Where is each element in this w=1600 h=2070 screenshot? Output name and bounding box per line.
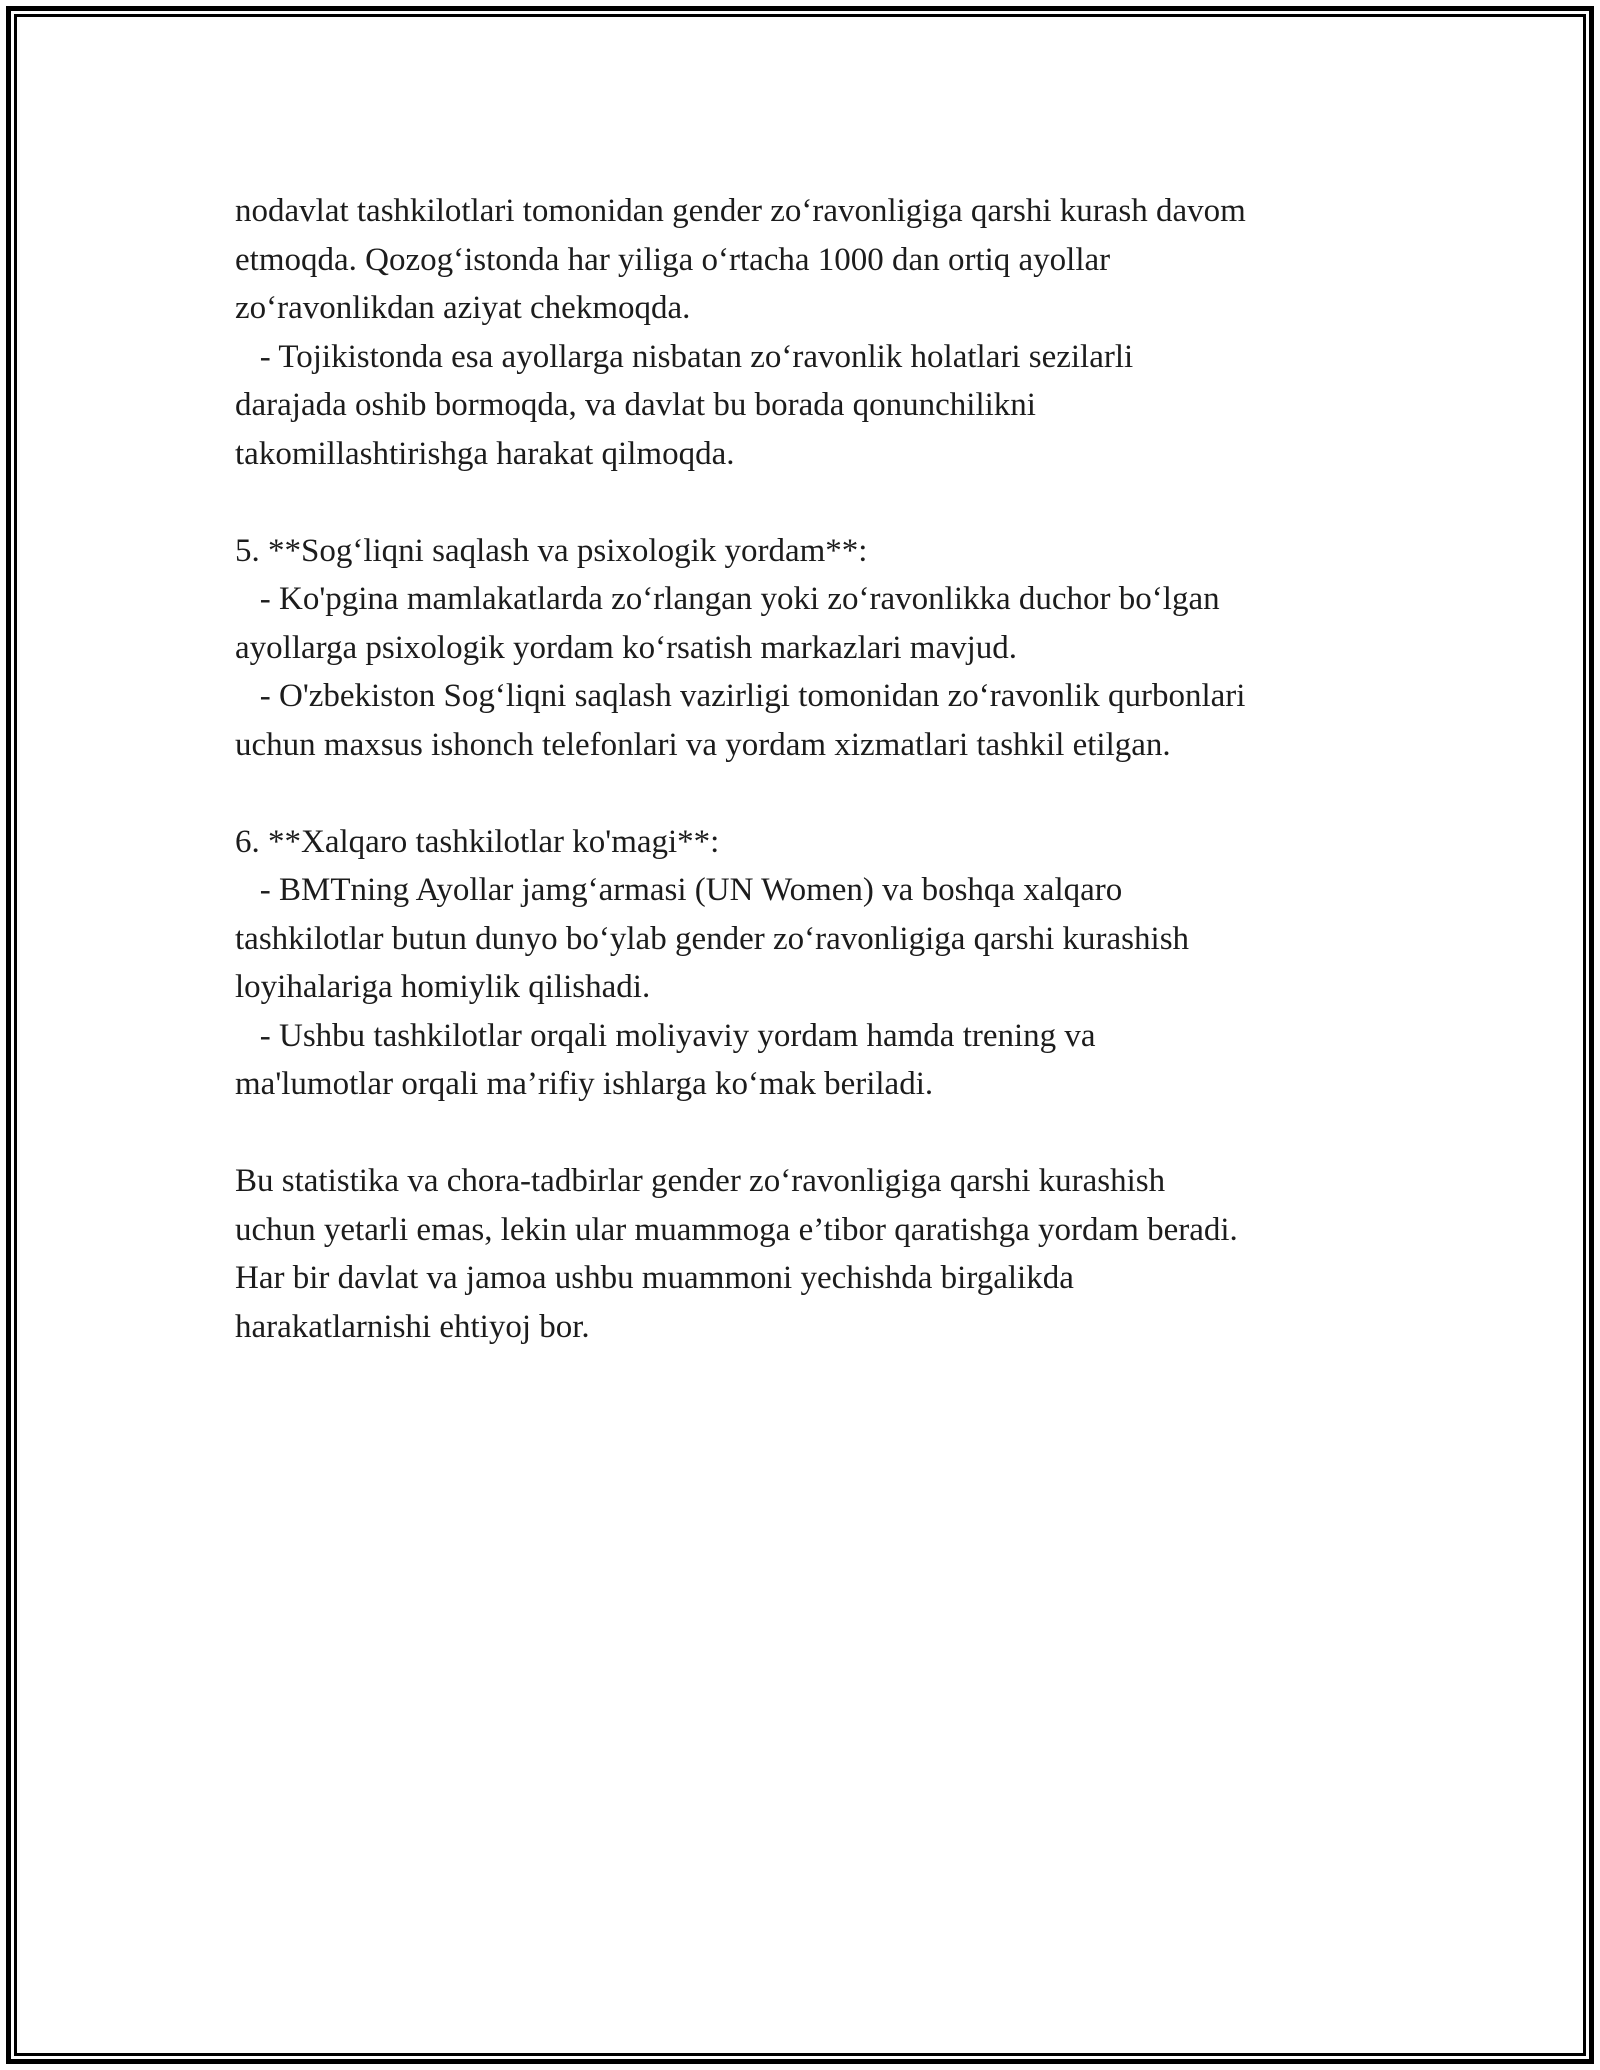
text-line: etmoqda. Qozog‘istonda har yiliga o‘rtacha 1000 dan ortiq ayollar <box>235 241 1111 278</box>
section-heading: 5. **Sog‘liqni saqlash va psixologik yordam**: <box>235 532 868 569</box>
list-item-line: - Ko'pgina mamlakatlarda zo‘rlangan yoki zo‘ravonlikka duchor bo‘lgan <box>235 581 1220 617</box>
text-line: tashkilotlar butun dunyo bo‘ylab gender zo‘ravonligiga qarshi kurashish <box>235 920 1190 957</box>
conclusion-line: uchun yetarli emas, lekin ular muammoga e’tibor qaratishga yordam beradi. <box>235 1211 1238 1248</box>
paragraph-spacer <box>235 769 1415 818</box>
text-line: loyihalariga homiylik qilishadi. <box>235 969 651 1005</box>
conclusion-line: Har bir davlat va jamoa ushbu muammoni yechishda birgalikda <box>235 1260 1074 1296</box>
conclusion-line: harakatlarnishi ehtiyoj bor. <box>235 1308 590 1345</box>
text-line: nodavlat tashkilotlari tomonidan gender zo‘ravonligiga qarshi kurash davom <box>235 193 1246 229</box>
list-item-line: - BMTning Ayollar jamg‘armasi (UN Women) va boshqa xalqaro <box>235 872 1123 908</box>
paragraph-spacer <box>235 1109 1415 1158</box>
text-line: uchun maxsus ishonch telefonlari va yordam xizmatlari tashkil etilgan. <box>235 726 1171 763</box>
text-line: darajada oshib bormoqda, va davlat bu borada qonunchilikni <box>235 387 1036 423</box>
section-heading: 6. **Xalqaro tashkilotlar ko'magi**: <box>235 823 720 860</box>
text-line: zo‘ravonlikdan aziyat chekmoqda. <box>235 290 691 326</box>
conclusion-line: Bu statistika va chora-tadbirlar gender zo‘ravonligiga qarshi kurashish <box>235 1163 1166 1199</box>
list-item-line: - Ushbu tashkilotlar orqali moliyaviy yordam hamda trening va <box>235 1017 1096 1054</box>
list-item-line: - O'zbekiston Sog‘liqni saqlash vazirligi tomonidan zo‘ravonlik qurbonlari <box>235 678 1246 714</box>
text-line: takomillashtirishga harakat qilmoqda. <box>235 435 735 472</box>
text-line: ma'lumotlar orqali ma’rifiy ishlarga ko‘mak beriladi. <box>235 1066 934 1102</box>
list-item-line: - Tojikistonda esa ayollarga nisbatan zo‘ravonlik holatlari sezilarli <box>235 338 1134 375</box>
document-body <box>235 187 1415 1351</box>
text-line: ayollarga psixologik yordam ko‘rsatish markazlari mavjud. <box>235 629 1018 666</box>
paragraph-spacer <box>235 478 1415 527</box>
